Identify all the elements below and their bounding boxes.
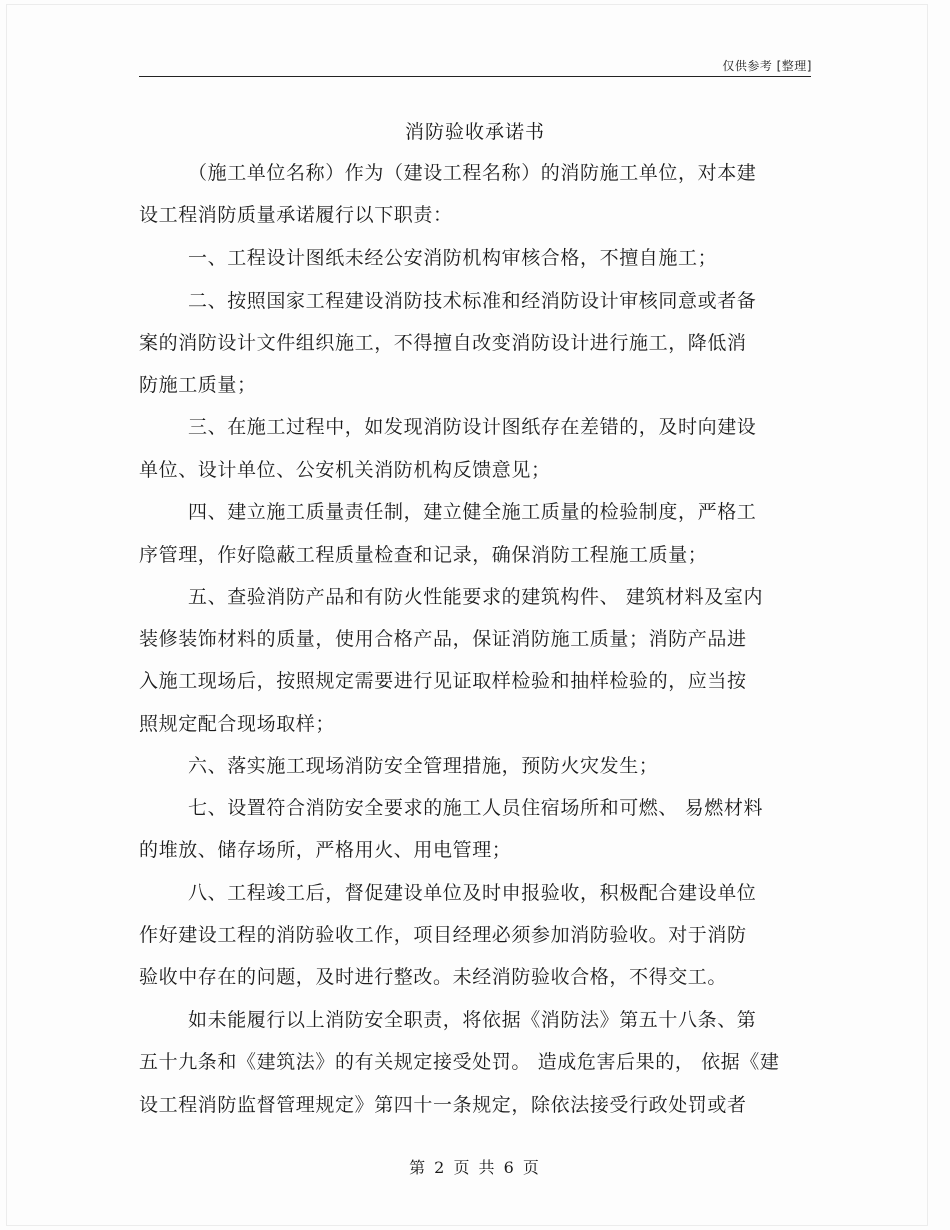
body-line: 装修装饰材料的质量，使用合格产品，保证消防施工质量；消防产品进 (139, 628, 747, 650)
body-line: （施工单位名称）作为（建设工程名称）的消防施工单位，对本建 (188, 162, 757, 184)
body-line: 设工程消防质量承诺履行以下职责： (139, 204, 453, 226)
header-note: 仅供参考 [整理] (722, 59, 812, 73)
body-line: 防施工质量； (139, 374, 257, 396)
body-line: 作好建设工程的消防验收工作，项目经理必须参加消防验收。对于消防 (139, 924, 747, 946)
body-line: 序管理，作好隐蔽工程质量检查和记录，确保消防工程施工质量； (139, 544, 708, 566)
body-line: 七、设置符合消防安全要求的施工人员住宿场所和可燃、 易燃材料 (188, 797, 764, 819)
body-line: 一、工程设计图纸未经公安消防机构审核合格，不擅自施工； (188, 247, 718, 269)
body-line: 四、建立施工质量责任制，建立健全施工质量的检验制度，严格工 (188, 501, 757, 523)
body-line: 六、落实施工现场消防安全管理措施，预防火灾发生； (188, 755, 659, 777)
body-line: 单位、设计单位、公安机关消防机构反馈意见； (139, 459, 551, 481)
body-line: 照规定配合现场取样； (139, 713, 336, 735)
body-line: 八、工程竣工后，督促建设单位及时申报验收，积极配合建设单位 (188, 882, 757, 904)
body-line: 案的消防设计文件组织施工，不得擅自改变消防设计进行施工，降低消 (139, 332, 747, 354)
body-line: 五、查验消防产品和有防火性能要求的建筑构件、 建筑材料及室内 (188, 586, 764, 608)
body-line: 入施工现场后，按照规定需要进行见证取样检验和抽样检验的，应当按 (139, 670, 747, 692)
body-line: 二、按照国家工程建设消防技术标准和经消防设计审核同意或者备 (188, 290, 757, 312)
page-number: 第 2 页 共 6 页 (409, 1158, 541, 1177)
body-line: 如未能履行以上消防安全职责，将依据《消防法》第五十八条、第 (188, 1009, 757, 1031)
document-title: 消防验收承诺书 (404, 121, 545, 143)
body-line: 验收中存在的问题，及时进行整改。未经消防验收合格，不得交工。 (139, 966, 728, 988)
header-divider (139, 76, 811, 77)
body-line: 三、在施工过程中，如发现消防设计图纸存在差错的，及时向建设 (188, 416, 757, 438)
body-line: 五十九条和《建筑法》的有关规定接受处罚。 造成危害后果的， 依据《建 (139, 1051, 780, 1073)
body-line: 的堆放、储存场所，严格用火、用电管理； (139, 839, 512, 861)
body-line: 设工程消防监督管理规定》第四十一条规定，除依法接受行政处罚或者 (139, 1094, 747, 1116)
